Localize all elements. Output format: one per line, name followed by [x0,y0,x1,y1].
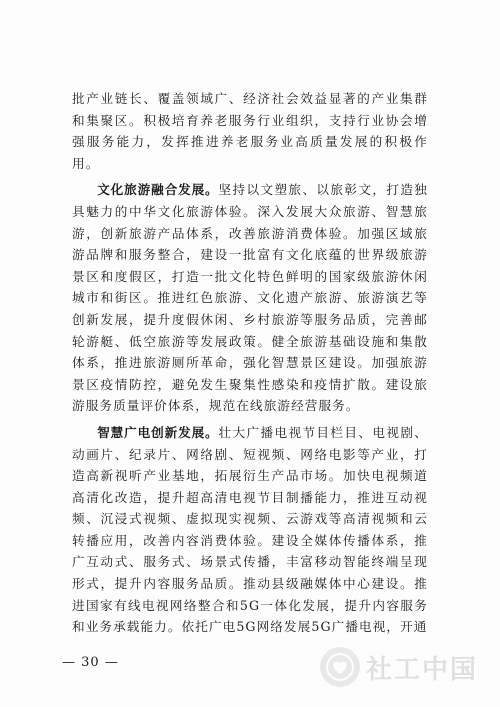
document-body [72,88,428,643]
watermark [320,647,478,687]
watermark-heart-icon [325,652,355,682]
watermark-logo-icon [320,647,360,687]
paragraph-1-text: 批产业链长、覆盖领域广、经济社会效益显著的产业集群和集聚区。积极培育养老服务行业组织，支持行业协会增强服务能力，发挥推进养老服务业高质量发展的积极作用。 [72,91,428,171]
page-number: — 30 — [62,655,119,670]
paragraph-3 [72,422,428,638]
watermark-text: 社工中国 [365,654,478,685]
paragraph-3-text: 壮大广播电视节目栏目、电视剧、动画片、纪录片、网络剧、短视频、网络电影等产业，打造高新视听产业基地，拓展衍生产品市场。加快电视频道高清化改造，提升超高清电视节目制播能力，推进互动视频、沉浸式视频、虚拟现实视频、云游戏等高清视频和云转播应用，改善内容消费体验。建设全媒体传播体系，推广互动式、服务式、场景式传播，丰富移动智能终端呈现形式，提升内容服务品质。推动县级融媒体中心建设。推进国家有线电视网络整合和5G一体化发展，提升内容服务和业务承载能力。依托广电5G网络发展5G广播电视，开通 [72,424,429,635]
paragraph-2-lead: 文化旅游融合发展。 [97,182,219,198]
paragraph-2-text: 坚持以文塑旅、以旅彰文，打造独具魅力的中华文化旅游体验。深入发展大众旅游、智慧旅游，创新旅游产品体系，改善旅游消费体验。加强区域旅游品牌和服务整合，建设一批富有文化底蕴的世界级旅游景区和度假区，打造一批文化特色鲜明的国家级旅游休闲城市和街区。推进红色旅游、文化遗产旅游、旅游演艺等创新发展，提升度假休闲、乡村旅游等服务品质，完善邮轮游艇、低空旅游等发展政策。健全旅游基础设施和集散体系，推进旅游厕所革命，强化智慧景区建设。加强旅游景区疫情防控，避免发生聚集性感染和疫情扩散。建设旅游服务质量评价体系，规范在线旅游经营服务。 [72,182,429,414]
paragraph-1 [72,88,428,174]
paragraph-3-lead: 智慧广电创新发展。 [97,424,219,440]
paragraph-2 [72,179,428,417]
